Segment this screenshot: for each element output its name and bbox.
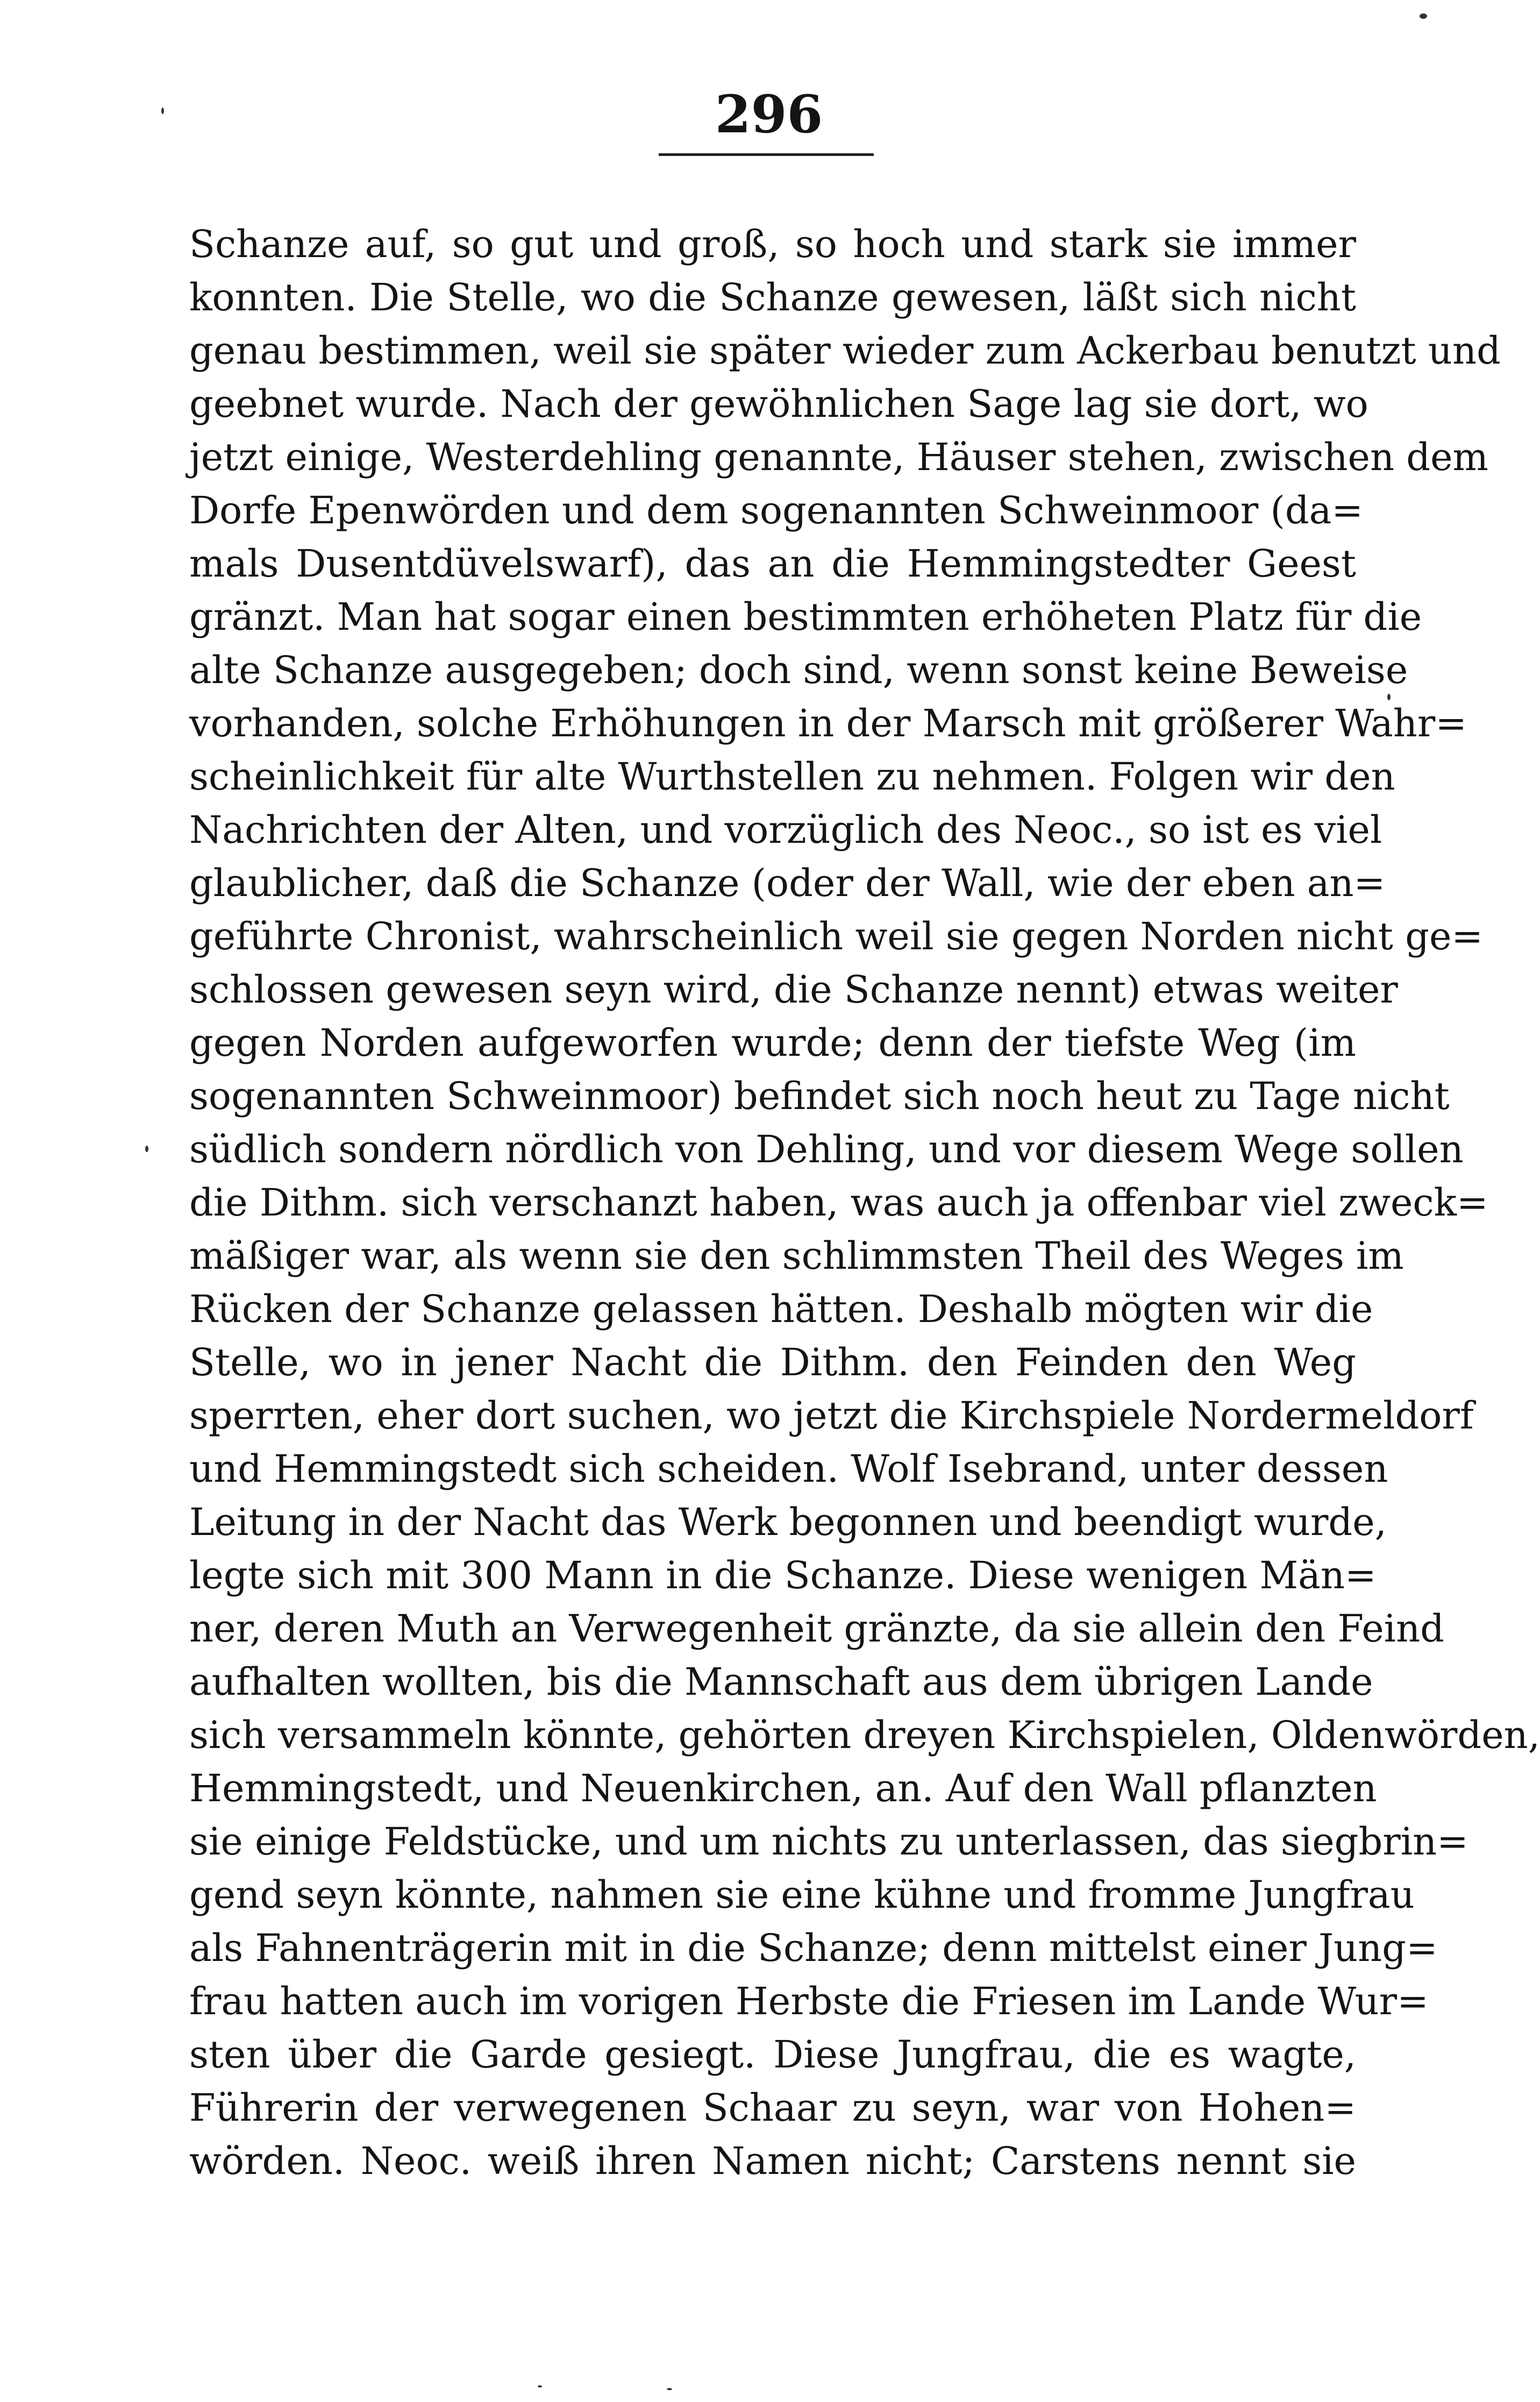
text-line: legte sich mit 300 Mann in die Schanze. Diese wenigen Män= [189, 1553, 1377, 1597]
text-line: sten über die Garde gesiegt. Diese Jungfrau, die es wagte, [189, 2033, 1356, 2077]
text-line: sich versammeln könnte, gehörten dreyen Kirchspielen, Oldenwörden, [189, 1713, 1540, 1757]
text-line: frau hatten auch im vorigen Herbste die Friesen im Lande Wur= [189, 1979, 1429, 2023]
text-line: genau bestimmen, weil sie später wieder zum Ackerbau benutzt und [189, 329, 1501, 373]
text-line: glaublicher, daß die Schanze (oder der Wall, wie der eben an= [189, 861, 1386, 905]
print-speck [1387, 694, 1391, 700]
text-line: wörden. Neoc. weiß ihren Namen nicht; Carstens nennt sie [189, 2139, 1356, 2183]
print-speck [161, 108, 164, 114]
text-line: Dorfe Epenwörden und dem sogenannten Schweinmoor (da= [189, 488, 1364, 532]
text-line: Führerin der verwegenen Schaar zu seyn, war von Hohen= [189, 2086, 1356, 2130]
text-line: scheinlichkeit für alte Wurthstellen zu nehmen. Folgen wir den [189, 755, 1395, 799]
text-line: Rücken der Schanze gelassen hätten. Deshalb mögten wir die [189, 1287, 1373, 1331]
text-line: geführte Chronist, wahrscheinlich weil sie gegen Norden nicht ge= [189, 914, 1484, 958]
text-line: und Hemmingstedt sich scheiden. Wolf Isebrand, unter dessen [189, 1447, 1388, 1491]
print-speck [145, 1146, 148, 1152]
print-speck [538, 2385, 542, 2387]
text-line: schlossen gewesen seyn wird, die Schanze nennt) etwas weiter [189, 968, 1398, 1012]
text-line: gegen Norden aufgeworfen wurde; denn der tiefste Weg (im [189, 1021, 1356, 1065]
text-line: Hemmingstedt, und Neuenkirchen, an. Auf den Wall pflanzten [189, 1766, 1377, 1810]
text-line: sperrten, eher dort suchen, wo jetzt die Kirchspiele Nordermeldorf [189, 1394, 1474, 1438]
print-speck [1420, 13, 1427, 19]
text-line: mäßiger war, als wenn sie den schlimmsten Theil des Weges im [189, 1234, 1404, 1278]
page-number: 296 [715, 84, 823, 145]
text-line: aufhalten wollten, bis die Mannschaft aus dem übrigen Lande [189, 1660, 1373, 1704]
text-line: alte Schanze ausgegeben; doch sind, wenn sonst keine Beweise [189, 648, 1408, 692]
text-line: ner, deren Muth an Verwegenheit gränzte, da sie allein den Feind [189, 1607, 1444, 1651]
print-speck [667, 2388, 672, 2390]
text-line: Stelle, wo in jener Nacht die Dithm. den Feinden den Weg [189, 1340, 1356, 1384]
text-line: Leitung in der Nacht das Werk begonnen und beendigt wurde, [189, 1500, 1387, 1544]
text-line: geebnet wurde. Nach der gewöhnlichen Sage lag sie dort, wo [189, 382, 1368, 426]
text-line: Nachrichten der Alten, und vorzüglich des Neoc., so ist es viel [189, 808, 1382, 852]
text-line: jetzt einige, Westerdehling genannte, Häuser stehen, zwischen dem [189, 435, 1488, 479]
text-line: gend seyn könnte, nahmen sie eine kühne und fromme Jungfrau [189, 1873, 1415, 1917]
page-number-rule [659, 153, 874, 156]
text-line: gränzt. Man hat sogar einen bestimmten erhöheten Platz für die [189, 595, 1422, 639]
text-line: die Dithm. sich verschanzt haben, was auch ja offenbar viel zweck= [189, 1181, 1488, 1225]
text-line: sie einige Feldstücke, und um nichts zu unterlassen, das siegbrin= [189, 1820, 1468, 1864]
body-text [189, 218, 1540, 2188]
text-line: konnten. Die Stelle, wo die Schanze gewesen, läßt sich nicht [189, 275, 1356, 319]
text-line: sogenannten Schweinmoor) befindet sich noch heut zu Tage nicht [189, 1074, 1450, 1118]
text-line: mals Dusentdüvelswarf), das an die Hemmingstedter Geest [189, 542, 1356, 586]
text-line: vorhanden, solche Erhöhungen in der Marsch mit größerer Wahr= [189, 701, 1467, 745]
text-line: südlich sondern nördlich von Dehling, und vor diesem Wege sollen [189, 1127, 1464, 1171]
text-line: Schanze auf, so gut und groß, so hoch und stark sie immer [189, 222, 1356, 266]
text-line: als Fahnenträgerin mit in die Schanze; denn mittelst einer Jung= [189, 1926, 1438, 1970]
